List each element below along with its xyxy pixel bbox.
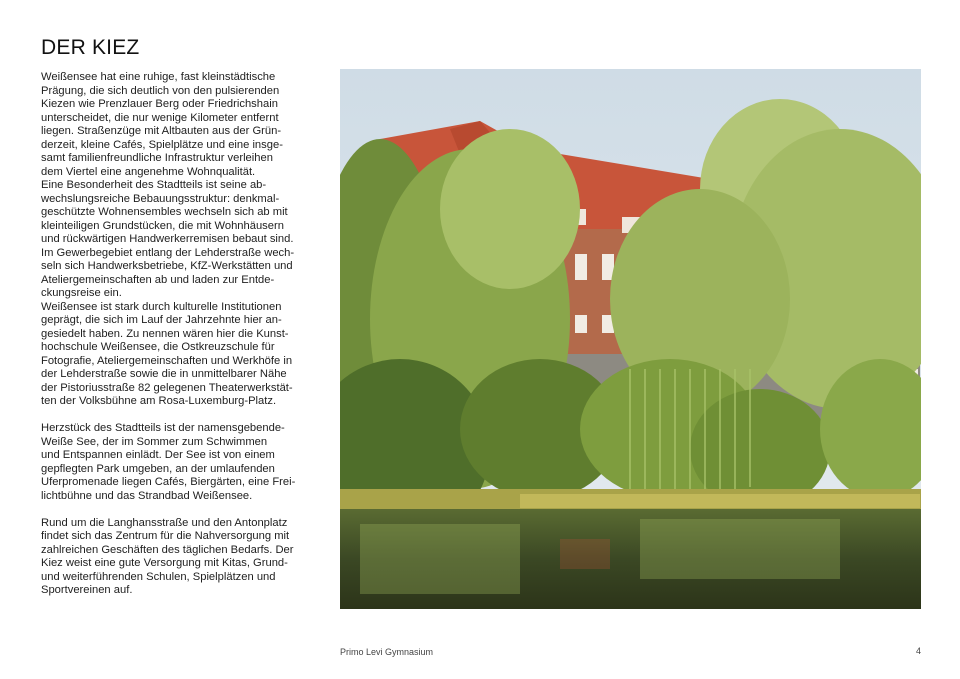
text-line: und Entspannen einlädt. Der See ist von einem [41,449,275,461]
footer-text: Primo Levi Gymnasium [340,647,434,657]
text-line: dem Viertel eine angenehme Wohnqualität. [41,165,256,178]
text-line: Fotografie, Ateliergemeinschaften und Werkhöfe in [41,354,293,367]
text-line: zahlreichen Geschäften des täglichen Bedarfs. Der [41,543,294,556]
paragraph-1 [41,71,307,409]
text-line: derzeit, kleine Cafés, Spielplätze und eine insge- [41,138,283,151]
text-line: und rückwärtigen Handwerkerremisen bebaut sind. [41,233,294,245]
text-line: der Pistoriusstraße 82 gelegenen Theaterwerkstät- [41,381,293,394]
text-line: gesiedelt haben. Zu nennen wären hier die Kunst- [41,327,289,340]
text-line: ckungsreise ein. [41,287,122,299]
text-line: seln sich Handwerksbetriebe, KfZ-Werkstätten und [41,260,293,272]
text-line: findet sich das Zentrum für die Nahversorgung mit [41,530,290,542]
text-line: Herzstück des Stadtteils ist der namensgebende- [41,422,285,434]
text-line: gepflegten Park umgeben, an der umlaufenden [41,462,275,475]
text-line: Kiez weist eine gute Versorgung mit Kitas, Grund- [41,557,288,569]
text-line: ten der Volksbühne am Rosa-Luxemburg-Platz. [41,395,277,407]
body-text [41,71,307,598]
text-line: Uferpromenade liegen Cafés, Biergärten, eine Frei- [41,476,296,488]
text-line: unterscheidet, die nur wenige Kilometer entfernt [41,111,279,124]
text-line: Kiezen wie Prenzlauer Berg oder Friedrichshain [41,98,278,110]
text-line: geschützte Wohnensembles wechseln sich ab mit [41,206,288,218]
text-line: kleinteiligen Grundstücken, die mit Wohnhäusern [41,219,284,232]
text-line: Weißensee hat eine ruhige, fast kleinstädtische [41,71,276,83]
text-line: samt familienfreundliche Infrastruktur verleihen [41,152,273,164]
text-line: und weiterführenden Schulen, Spielplätzen und [41,570,276,583]
page-number: 4 [915,646,921,656]
text-line: wechslungsreiche Bebauungsstruktur: denkmal- [41,192,280,205]
text-line: Eine Besonderheit des Stadtteils ist seine ab- [41,179,267,191]
text-line: Weiße See, der im Sommer zum Schwimmen [41,435,268,448]
text-line: Weißensee ist stark durch kulturelle Institutionen [41,300,282,313]
text-line: Ateliergemeinschaften ab und laden zur Entde- [41,273,275,286]
paragraph-2 [41,422,307,503]
text-line: Sportvereinen auf. [41,584,133,596]
text-line: der Lehderstraße sowie die in unmittelbarer Nähe [41,368,287,380]
text-line: Im Gewerbegebiet entlang der Lehderstraße wech- [41,246,295,259]
text-line: lichtbühne und das Strandbad Weißensee. [41,489,253,502]
page-title: DER KIEZ [41,36,140,59]
text-line: Prägung, die sich deutlich von den pulsierenden [41,84,280,97]
text-line: geprägt, die sich im Lauf der Jahrzehnte hier an- [41,314,282,326]
paragraph-3 [41,517,307,598]
text-line: Rund um die Langhansstraße und den Antonplatz [41,516,288,529]
lake-photo [340,69,921,609]
text-line: hochschule Weißensee, die Ostkreuzschule für [41,341,275,353]
text-line: liegen. Straßenzüge mit Altbauten aus der Grün- [41,125,282,137]
